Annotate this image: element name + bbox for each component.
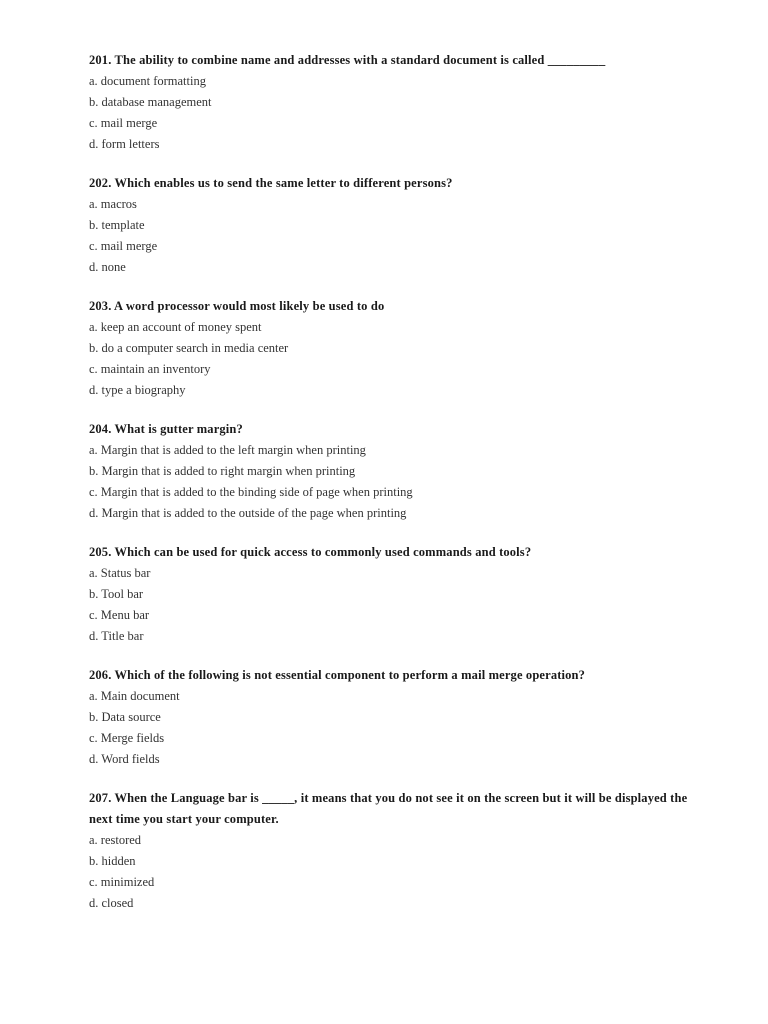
option-list bbox=[89, 71, 689, 155]
option-d: d. form letters bbox=[89, 137, 160, 151]
option-a: a. macros bbox=[89, 197, 137, 211]
option-d: d. closed bbox=[89, 896, 134, 910]
option-d: d. Word fields bbox=[89, 752, 160, 766]
option-d: d. Margin that is added to the outside of the page when printing bbox=[89, 506, 407, 520]
question-title: 203. A word processor would most likely be used to do bbox=[89, 299, 385, 313]
question-204 bbox=[89, 419, 689, 524]
option-a: a. Margin that is added to the left margin when printing bbox=[89, 443, 366, 457]
question-202 bbox=[89, 173, 689, 278]
question-title: 205. Which can be used for quick access to commonly used commands and tools? bbox=[89, 545, 532, 559]
option-c: c. Margin that is added to the binding side of page when printing bbox=[89, 485, 413, 499]
option-list bbox=[89, 440, 689, 524]
option-c: c. mail merge bbox=[89, 116, 158, 130]
option-b: b. Margin that is added to right margin when printing bbox=[89, 464, 356, 478]
option-c: c. minimized bbox=[89, 875, 155, 889]
option-c: c. Merge fields bbox=[89, 731, 165, 745]
question-207 bbox=[89, 788, 689, 914]
question-title: 202. Which enables us to send the same letter to different persons? bbox=[89, 176, 453, 190]
question-title: 207. When the Language bar is _____, it means that you do not see it on the screen but it will be displayed the next time you start your computer. bbox=[89, 791, 688, 826]
option-list bbox=[89, 563, 689, 647]
document-page bbox=[89, 50, 689, 932]
question-title: 204. What is gutter margin? bbox=[89, 422, 243, 436]
option-a: a. document formatting bbox=[89, 74, 206, 88]
question-206 bbox=[89, 665, 689, 770]
option-a: a. Status bar bbox=[89, 566, 151, 580]
option-b: b. database management bbox=[89, 95, 212, 109]
question-title: 201. The ability to combine name and addresses with a standard document is called _________ bbox=[89, 53, 606, 67]
option-b: b. template bbox=[89, 218, 145, 232]
option-c: c. maintain an inventory bbox=[89, 362, 211, 376]
option-b: b. hidden bbox=[89, 854, 136, 868]
option-b: b. do a computer search in media center bbox=[89, 341, 289, 355]
option-a: a. Main document bbox=[89, 689, 180, 703]
option-a: a. restored bbox=[89, 833, 142, 847]
option-d: d. Title bar bbox=[89, 629, 144, 643]
option-d: d. type a biography bbox=[89, 383, 186, 397]
question-205 bbox=[89, 542, 689, 647]
option-b: b. Data source bbox=[89, 710, 161, 724]
question-203 bbox=[89, 296, 689, 401]
option-b: b. Tool bar bbox=[89, 587, 144, 601]
option-d: d. none bbox=[89, 260, 126, 274]
option-list bbox=[89, 194, 689, 278]
question-title: 206. Which of the following is not essential component to perform a mail merge operation? bbox=[89, 668, 586, 682]
option-a: a. keep an account of money spent bbox=[89, 320, 262, 334]
question-201 bbox=[89, 50, 689, 155]
option-list bbox=[89, 317, 689, 401]
option-c: c. mail merge bbox=[89, 239, 158, 253]
option-c: c. Menu bar bbox=[89, 608, 150, 622]
option-list bbox=[89, 686, 689, 770]
option-list bbox=[89, 830, 689, 914]
